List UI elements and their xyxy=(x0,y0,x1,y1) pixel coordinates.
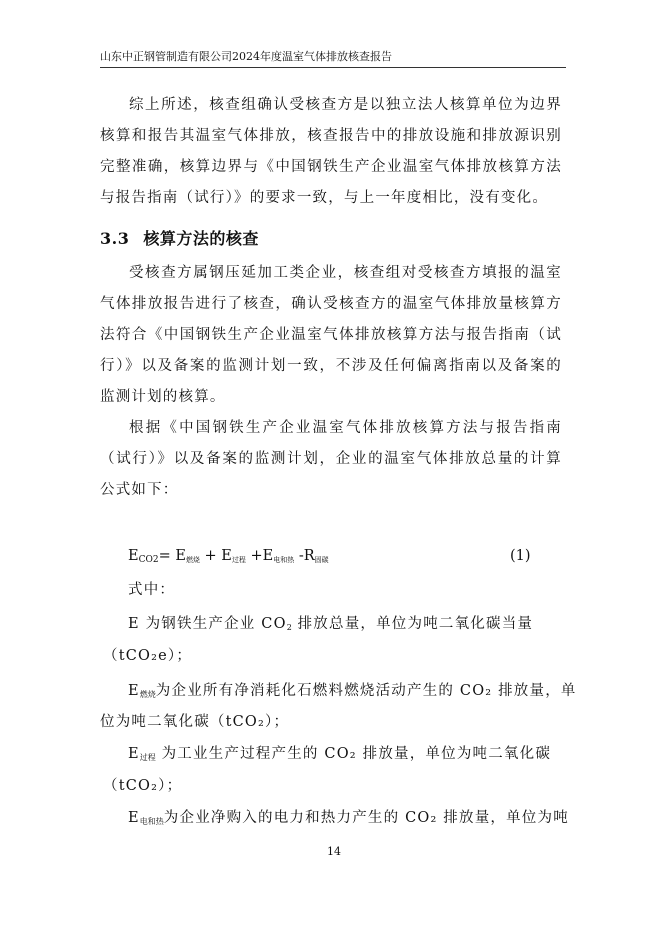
equation-number: (1) xyxy=(510,548,531,564)
page-number: 14 xyxy=(327,845,341,858)
emission-formula: $E_{CO2}= E_{燃烧} + E_{过程} +E_{电和热}$ $-R_{固碳}$ (1) xyxy=(128,548,531,565)
definition-e-total: E 为钢铁生产企业 $CO_2$ 排放总量，单位为吨二氧化碳当量 xyxy=(128,616,534,632)
section-heading xyxy=(100,226,259,249)
definition-e-process: $E_{过程}$ 为工业生产过程产生的 CO₂ 排放量，单位为吨二氧化碳 xyxy=(128,746,552,762)
paragraph-boundary-conclusion: 综上所述，核查组确认受核查方是以独立法人核算单位为边界核算和报告其温室气体排放，核查报告中的排放设施和排放源识别完整准确，核算边界与《中国钢铁生产企业温室气体排放核算方法与报告指南（试行）》的要求一致，与上一年度相比，没有变化。 xyxy=(100,97,562,206)
paragraph-method-check: 受核查方属钢压延加工类企业，核查组对受核查方填报的温室气体排放报告进行了核查，确认受核查方的温室气体排放量核算方法符合《中国钢铁生产企业温室气体排放核算方法与报告指南（试行）》以及备案的监测计划一致，不涉及任何偏离指南以及备案的监测计划的核算。 xyxy=(100,265,562,405)
definition-e-combustion: $E_{燃烧}$为企业所有净消耗化石燃料燃烧活动产生的 CO₂ 排放量，单 xyxy=(128,683,577,699)
where-label: 式中： xyxy=(128,582,176,598)
section-title: 核算方法的核查 xyxy=(143,229,259,248)
section-number: 3.3 xyxy=(100,229,130,248)
paragraph-formula-intro: 根据《中国钢铁生产企业温室气体排放核算方法与报告指南（试行）》以及备案的监测计划，企业的温室气体排放总量的计算公式如下： xyxy=(100,420,562,498)
page-header: 山东中正钢管制造有限公司2024年度温室气体排放核查报告 xyxy=(100,48,566,68)
definition-e-total-unit: （tCO₂e）； xyxy=(103,648,193,664)
definition-e-power-heat: $E_{电和热}$为企业净购入的电力和热力产生的 CO₂ 排放量，单位为吨 xyxy=(128,810,569,826)
definition-e-process-unit: （tCO₂）； xyxy=(103,778,183,794)
definition-e-combustion-unit: 位为吨二氧化碳（tCO₂）； xyxy=(100,714,290,730)
